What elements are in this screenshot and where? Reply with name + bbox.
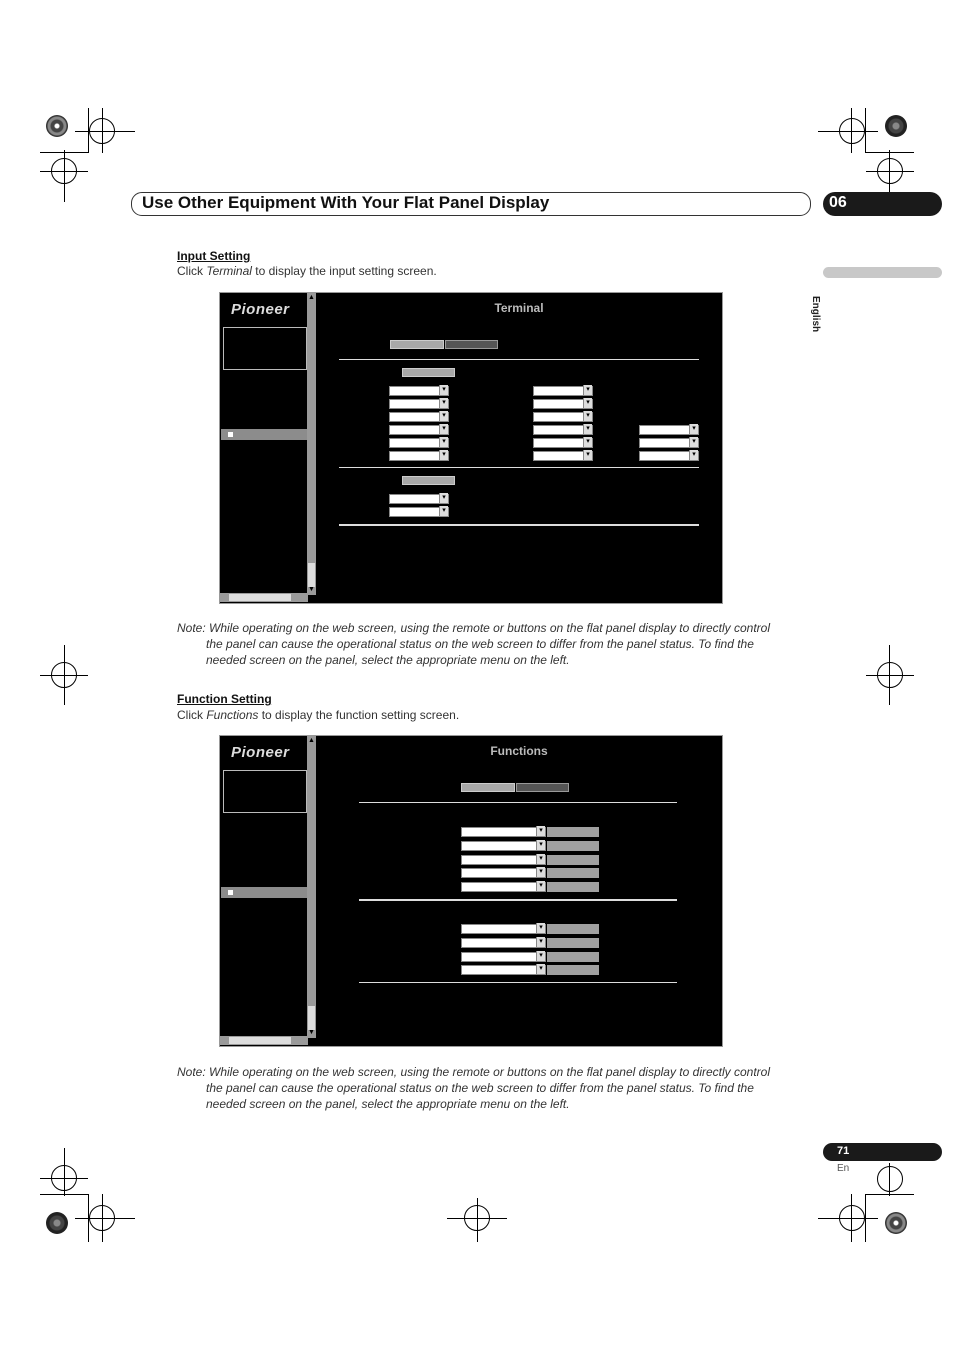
- scroll-down-icon[interactable]: ▼: [308, 1029, 315, 1036]
- select-dropdown[interactable]: [639, 438, 699, 448]
- function-setting-heading: Function Setting: [177, 692, 272, 706]
- registration-disc-icon: [46, 1212, 68, 1234]
- select-dropdown[interactable]: [533, 386, 593, 396]
- registration-disc-icon: [885, 115, 907, 137]
- select-dropdown[interactable]: [533, 451, 593, 461]
- divider: [339, 359, 699, 360]
- crosshair-icon: [877, 662, 903, 688]
- divider: [359, 982, 677, 983]
- scroll-thumb[interactable]: [308, 1006, 315, 1030]
- function-setting-instruction: Click Functions to display the function setting screen.: [177, 708, 460, 722]
- sidebar-panel: [223, 770, 307, 813]
- select-dropdown[interactable]: [461, 938, 546, 948]
- set-button[interactable]: [547, 827, 599, 837]
- vertical-scrollbar[interactable]: [307, 293, 316, 595]
- tab-button[interactable]: [461, 783, 515, 792]
- select-dropdown[interactable]: [533, 399, 593, 409]
- crosshair-icon: [839, 1205, 865, 1231]
- select-dropdown[interactable]: [461, 924, 546, 934]
- tab-button[interactable]: [390, 340, 444, 349]
- set-button[interactable]: [547, 924, 599, 934]
- divider: [339, 467, 699, 468]
- crosshair-icon: [51, 1165, 77, 1191]
- sidebar: [220, 736, 308, 1046]
- scroll-thumb[interactable]: [229, 1037, 291, 1044]
- horizontal-scrollbar[interactable]: [220, 1036, 308, 1045]
- set-button[interactable]: [547, 855, 599, 865]
- language-tab: [823, 267, 942, 278]
- select-dropdown[interactable]: [639, 425, 699, 435]
- select-dropdown[interactable]: [461, 965, 546, 975]
- select-dropdown[interactable]: [533, 425, 593, 435]
- page-title: Use Other Equipment With Your Flat Panel Display: [142, 193, 550, 212]
- registration-disc-icon: [885, 1212, 907, 1234]
- select-dropdown[interactable]: [461, 868, 546, 878]
- scroll-thumb[interactable]: [229, 594, 291, 601]
- crosshair-icon: [51, 158, 77, 184]
- scroll-up-icon[interactable]: ▲: [308, 737, 315, 744]
- page-number: 71: [837, 1145, 850, 1157]
- sidebar-item-terminal[interactable]: [221, 429, 307, 440]
- input-setting-heading: Input Setting: [177, 249, 251, 263]
- select-dropdown[interactable]: [389, 494, 449, 504]
- select-dropdown[interactable]: [533, 438, 593, 448]
- set-button[interactable]: [547, 938, 599, 948]
- section-button[interactable]: [402, 368, 455, 377]
- screen-title: Terminal: [494, 301, 544, 315]
- set-button[interactable]: [547, 868, 599, 878]
- crosshair-icon: [89, 1205, 115, 1231]
- functions-screenshot: [219, 735, 723, 1047]
- select-dropdown[interactable]: [461, 827, 546, 837]
- sidebar-panel: [223, 327, 307, 370]
- note-text: Note: While operating on the web screen, using the remote or buttons on the flat panel display to directly control the panel can cause the operational status on the web screen to differ from the panel status. To find the needed screen on the panel, select the appropriate menu on the left.: [177, 621, 771, 667]
- chapter-number: 06: [829, 194, 847, 211]
- page-language: En: [837, 1163, 850, 1174]
- select-dropdown[interactable]: [639, 451, 699, 461]
- bullet-icon: [228, 890, 233, 895]
- registration-disc-icon: [46, 115, 68, 137]
- horizontal-scrollbar[interactable]: [220, 593, 308, 602]
- select-dropdown[interactable]: [389, 386, 449, 396]
- divider: [359, 802, 677, 803]
- select-dropdown[interactable]: [389, 412, 449, 422]
- screen-title: Functions: [490, 744, 548, 758]
- select-dropdown[interactable]: [389, 507, 449, 517]
- scroll-down-icon[interactable]: ▼: [308, 586, 315, 593]
- input-setting-instruction: Click Terminal to display the input setting screen.: [177, 264, 437, 278]
- pioneer-logo: Pioneer: [231, 744, 290, 761]
- crosshair-icon: [89, 118, 115, 144]
- select-dropdown[interactable]: [461, 855, 546, 865]
- set-button[interactable]: [547, 882, 599, 892]
- crosshair-icon: [877, 158, 903, 184]
- scroll-thumb[interactable]: [308, 563, 315, 587]
- select-dropdown[interactable]: [389, 399, 449, 409]
- crosshair-icon: [464, 1205, 490, 1231]
- set-button[interactable]: [547, 841, 599, 851]
- bullet-icon: [228, 432, 233, 437]
- select-dropdown[interactable]: [461, 882, 546, 892]
- crosshair-icon: [877, 1166, 903, 1192]
- scroll-up-icon[interactable]: ▲: [308, 294, 315, 301]
- tab-button[interactable]: [516, 783, 569, 792]
- select-dropdown[interactable]: [533, 412, 593, 422]
- select-dropdown[interactable]: [461, 952, 546, 962]
- pioneer-logo: Pioneer: [231, 301, 290, 318]
- crosshair-icon: [839, 118, 865, 144]
- set-button[interactable]: [547, 952, 599, 962]
- section-button[interactable]: [402, 476, 455, 485]
- terminal-screenshot: [219, 292, 723, 604]
- language-label: English: [810, 296, 821, 333]
- note-text: Note: While operating on the web screen, using the remote or buttons on the flat panel display to directly control the panel can cause the operational status on the web screen to differ from the panel status. To find the needed screen on the panel, select the appropriate menu on the left.: [177, 1065, 771, 1111]
- set-button[interactable]: [547, 965, 599, 975]
- sidebar-item-functions[interactable]: [221, 887, 307, 898]
- select-dropdown[interactable]: [389, 451, 449, 461]
- crosshair-icon: [51, 662, 77, 688]
- select-dropdown[interactable]: [389, 425, 449, 435]
- sidebar: [220, 293, 308, 603]
- tab-button[interactable]: [445, 340, 498, 349]
- select-dropdown[interactable]: [389, 438, 449, 448]
- select-dropdown[interactable]: [461, 841, 546, 851]
- divider: [339, 524, 699, 526]
- vertical-scrollbar[interactable]: [307, 736, 316, 1038]
- divider: [359, 899, 677, 901]
